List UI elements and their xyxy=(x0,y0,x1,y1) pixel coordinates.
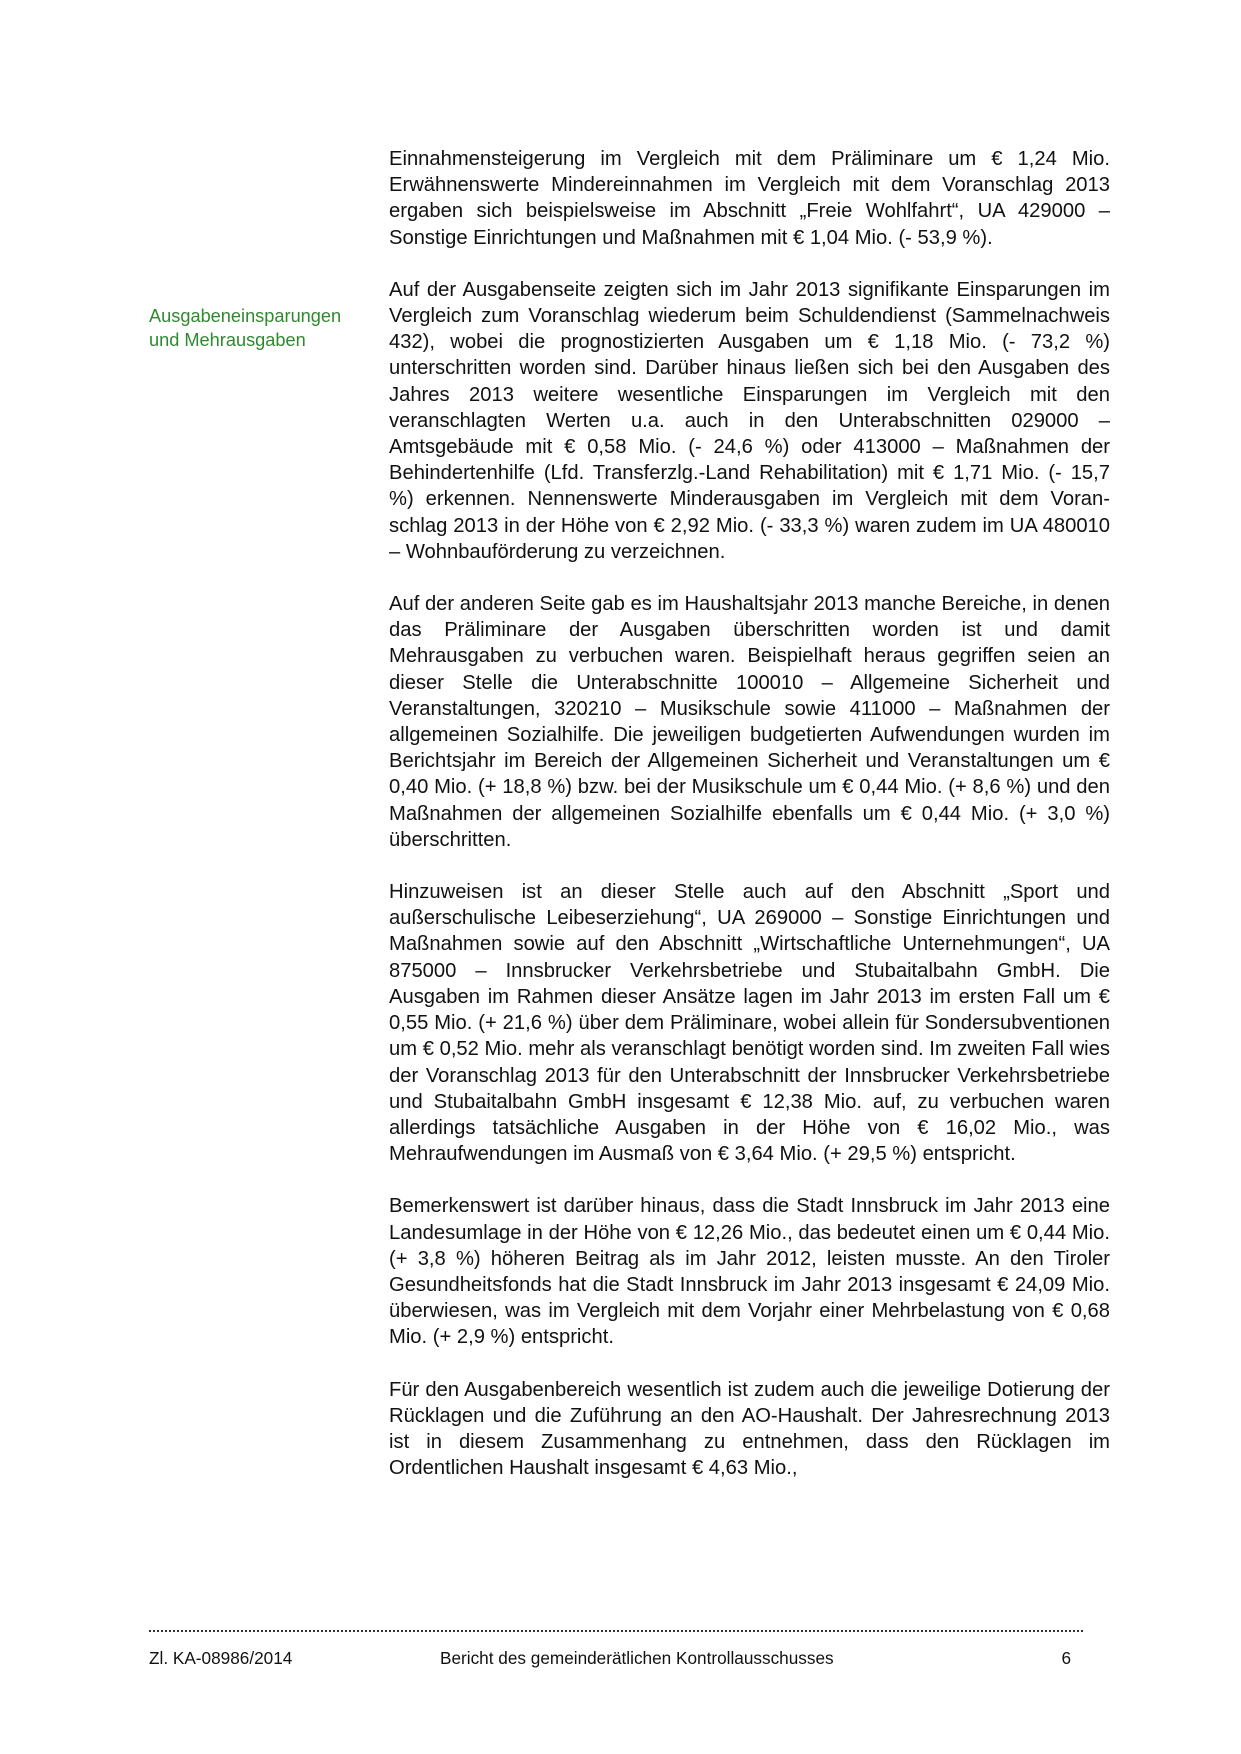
paragraph-6: Für den Ausgabenbereich wesentlich ist zudem auch die jeweilige Dotierung der Rücklagen und die Zuführung an den AO-Haushalt. Der Jahresrechnung 2013 ist in diesem Zusammenhang zu entnehmen, dass den Rücklagen im Ordentlichen Haushalt insgesamt € 4,63 Mio., xyxy=(389,1378,1110,1480)
footer-title: Bericht des gemeinderätlichen Kontrollausschusses xyxy=(440,1648,834,1668)
paragraph-3: Auf der anderen Seite gab es im Haushaltsjahr 2013 manche Bereiche, in denen das Präliminare der Ausgaben überschritten worden ist und damit Mehrausgaben zu verbuchen waren. Beispielhaft heraus gegriffen seien an dieser Stelle die Unterabschnitte 100010 – Allgemeine Sicherheit und Veranstaltungen, 320210 – Musikschule sowie 411000 – Maßnahmen der allgemeinen Sozialhilfe. Die jeweiligen budgetierten Aufwendungen wurden im Berichtsjahr im Bereich der Allgemeinen Sicherheit und Veranstaltungen um € 0,40 Mio. (+ 18,8 %) bzw. bei der Musikschule um € 0,44 Mio. (+ 8,6 %) und den Maßnahmen der allgemeinen Sozialhilfe ebenfalls um € 0,44 Mio. (+ 3,0 %) überschritten. xyxy=(389,593,1110,851)
margin-heading-line-2: und Mehrausgaben xyxy=(149,330,306,350)
footer-reference: Zl. KA-08986/2014 xyxy=(149,1648,293,1668)
paragraph-2: Auf der Ausgabenseite zeigten sich im Jahr 2013 signifikante Einsparungen im Vergleich zum Voranschlag wiederum beim Schuldendienst (Sammelnachweis 432), wobei die prognostizierten Ausgaben um € 1,18 Mio. (- 73,2 %) unterschritten worden sind. Darüber hinaus ließen sich bei den Ausgaben des Jahres 2013 weitere wesentliche Einsparungen im Vergleich mit den veranschlagten Werten u.a. auch in den Unterabschnitten 029000 – Amtsgebäude mit € 0,58 Mio. (- 24,6 %) oder 413000 – Maßnahmen der Behindertenhilfe (Lfd. Transferzlg.-Land Rehabilitation) mit € 1,71 Mio. (- 15,7 %) erkennen. Nennenswerte Minderausgaben im Vergleich mit dem Voranschlag 2013 in der Höhe von € 2,92 Mio. (- 33,3 %) waren zudem im UA 480010 – Wohnbauförderung zu verzeichnen. xyxy=(389,278,1110,563)
paragraph-5: Bemerkenswert ist darüber hinaus, dass die Stadt Innsbruck im Jahr 2013 eine Landesumlage in der Höhe von € 12,26 Mio., das bedeutet einen um € 0,44 Mio. (+ 3,8 %) höheren Beitrag als im Jahr 2012, leisten musste. An den Tiroler Gesundheitsfonds hat die Stadt Innsbruck im Jahr 2013 insgesamt € 24,09 Mio. überwiesen, was im Vergleich mit dem Vorjahr einer Mehrbelastung von € 0,68 Mio. (+ 2,9 %) entspricht. xyxy=(389,1195,1110,1349)
page-number: 6 xyxy=(1061,1648,1071,1668)
margin-heading-line-1: Ausgabeneinsparungen xyxy=(149,306,342,326)
paragraph-4: Hinzuweisen ist an dieser Stelle auch auf den Abschnitt „Sport und außerschulische Leibeserziehung“, UA 269000 – Sonstige Einrichtungen und Maßnahmen sowie auf den Abschnitt „Wirtschaftliche Unternehmungen“, UA 875000 – Innsbrucker Verkehrsbetriebe und Stubaitalbahn GmbH. Die Ausgaben im Rahmen dieser Ansätze lagen im Jahr 2013 im ersten Fall um € 0,55 Mio. (+ 21,6 %) über dem Präliminare, wobei allein für Sondersubventionen um € 0,52 Mio. mehr als veranschlagt benötigt worden sind. Im zweiten Fall wies der Voranschlag 2013 für den Unterabschnitt der Innsbrucker Verkehrsbetriebe und Stubaitalbahn GmbH insgesamt € 12,38 Mio. auf, zu verbuchen waren allerdings tatsächliche Ausgaben in der Höhe von € 16,02 Mio., was Mehraufwendungen im Ausmaß von € 3,64 Mio. (+ 29,5 %) entspricht. xyxy=(389,881,1110,1166)
body-text xyxy=(389,146,1110,1507)
page-footer xyxy=(149,1647,1083,1671)
paragraph-1: Einnahmensteigerung im Vergleich mit dem Präliminare um € 1,24 Mio. Erwähnenswerte Mindereinnahmen im Vergleich mit dem Voranschlag 2013 ergaben sich beispielsweise im Abschnitt „Freie Wohlfahrt“, UA 429000 – Sonstige Einrichtungen und Maßnahmen mit € 1,04 Mio. (- 53,9 %). xyxy=(389,148,1110,249)
margin-heading xyxy=(149,304,379,352)
footer-divider xyxy=(149,1630,1083,1632)
